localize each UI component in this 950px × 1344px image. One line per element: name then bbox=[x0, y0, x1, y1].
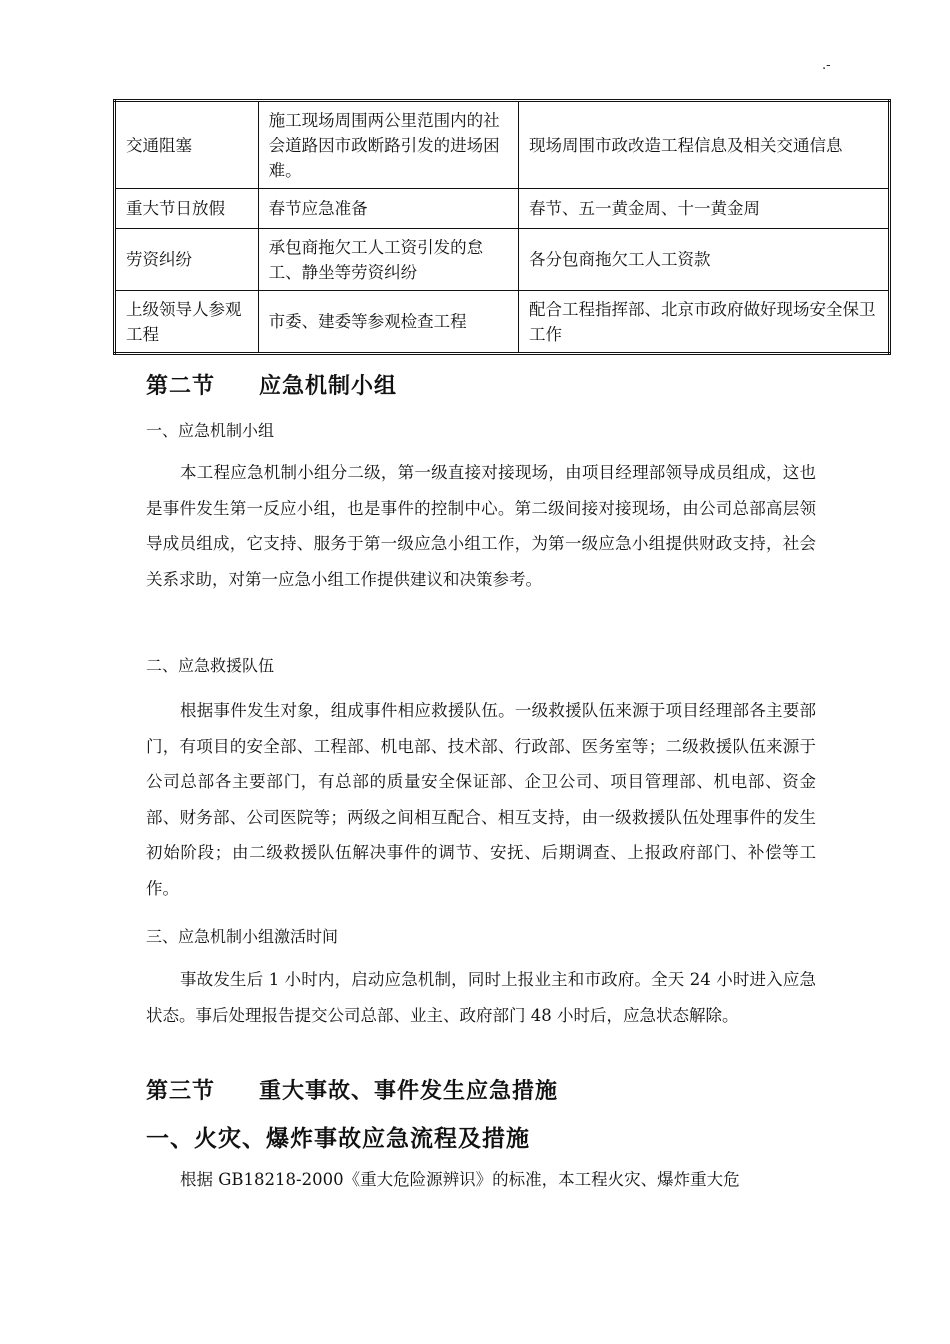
paragraph: 事故发生后 1 小时内，启动应急机制，同时上报业主和市政府。全天 24 小时进入应急状态。事后处理报告提交公司总部、业主、政府部门 48 小时后，应急状态解除。 bbox=[146, 970, 816, 1025]
section-number: 第三节 bbox=[146, 1079, 216, 1104]
table-cell: 现场周围市政改造工程信息及相关交通信息 bbox=[519, 101, 890, 189]
heading: 一、火灾、爆炸事故应急流程及措施 bbox=[146, 1126, 530, 1152]
table-cell: 市委、建委等参观检查工程 bbox=[258, 291, 518, 354]
paragraph: 根据 GB18218-2000《重大危险源辨识》的标准，本工程火灾、爆炸重大危 bbox=[180, 1170, 740, 1189]
table-cell: 交通阻塞 bbox=[115, 101, 259, 189]
risk-table bbox=[113, 99, 891, 355]
table-row bbox=[115, 101, 890, 189]
subheading: 三、应急机制小组激活时间 bbox=[146, 927, 339, 946]
section-title: 应急机制小组 bbox=[259, 374, 398, 399]
table-cell: 春节、五一黄金周、十一黄金周 bbox=[519, 189, 890, 229]
table-cell: 配合工程指挥部、北京市政府做好现场安全保卫工作 bbox=[519, 291, 890, 354]
table-row bbox=[115, 229, 890, 291]
table-cell: 各分包商拖欠工人工资款 bbox=[519, 229, 890, 291]
subheading: 二、应急救援队伍 bbox=[146, 656, 275, 675]
table-cell: 劳资纠纷 bbox=[115, 229, 259, 291]
table-row bbox=[115, 291, 890, 354]
table-cell: 承包商拖欠工人工资引发的怠工、静坐等劳资纠纷 bbox=[258, 229, 518, 291]
section-title: 重大事故、事件发生应急措施 bbox=[259, 1079, 559, 1104]
section-heading bbox=[146, 1074, 558, 1105]
section-heading bbox=[146, 369, 397, 400]
table-row bbox=[115, 189, 890, 229]
table-cell: 重大节日放假 bbox=[115, 189, 259, 229]
table-cell: 上级领导人参观工程 bbox=[115, 291, 259, 354]
subheading: 一、应急机制小组 bbox=[146, 421, 275, 440]
paragraph: 本工程应急机制小组分二级，第一级直接对接现场，由项目经理部领导成员组成，这也是事件发生第一反应小组，也是事件的控制中心。第二级间接对接现场，由公司总部高层领导成员组成，它支持、服务于第一级应急小组工作，为第一级应急小组提供财政支持，社会关系求助，对第一应急小组工作提供建议和决策参考。 bbox=[146, 463, 816, 589]
page-mark: .- bbox=[822, 58, 831, 73]
table-cell: 春节应急准备 bbox=[258, 189, 518, 229]
paragraph: 根据事件发生对象，组成事件相应救援队伍。一级救援队伍来源于项目经理部各主要部门，有项目的安全部、工程部、机电部、技术部、行政部、医务室等；二级救援队伍来源于公司总部各主要部门，有总部的质量安全保证部、企卫公司、项目管理部、机电部、资金部、财务部、公司医院等；两级之间相互配合、相互支持，由一级救援队伍处理事件的发生初始阶段；由二级救援队伍解决事件的调节、安抚、后期调查、上报政府部门、补偿等工作。 bbox=[146, 701, 816, 898]
table-cell: 施工现场周围两公里范围内的社会道路因市政断路引发的进场困难。 bbox=[258, 101, 518, 189]
section-number: 第二节 bbox=[146, 374, 216, 399]
